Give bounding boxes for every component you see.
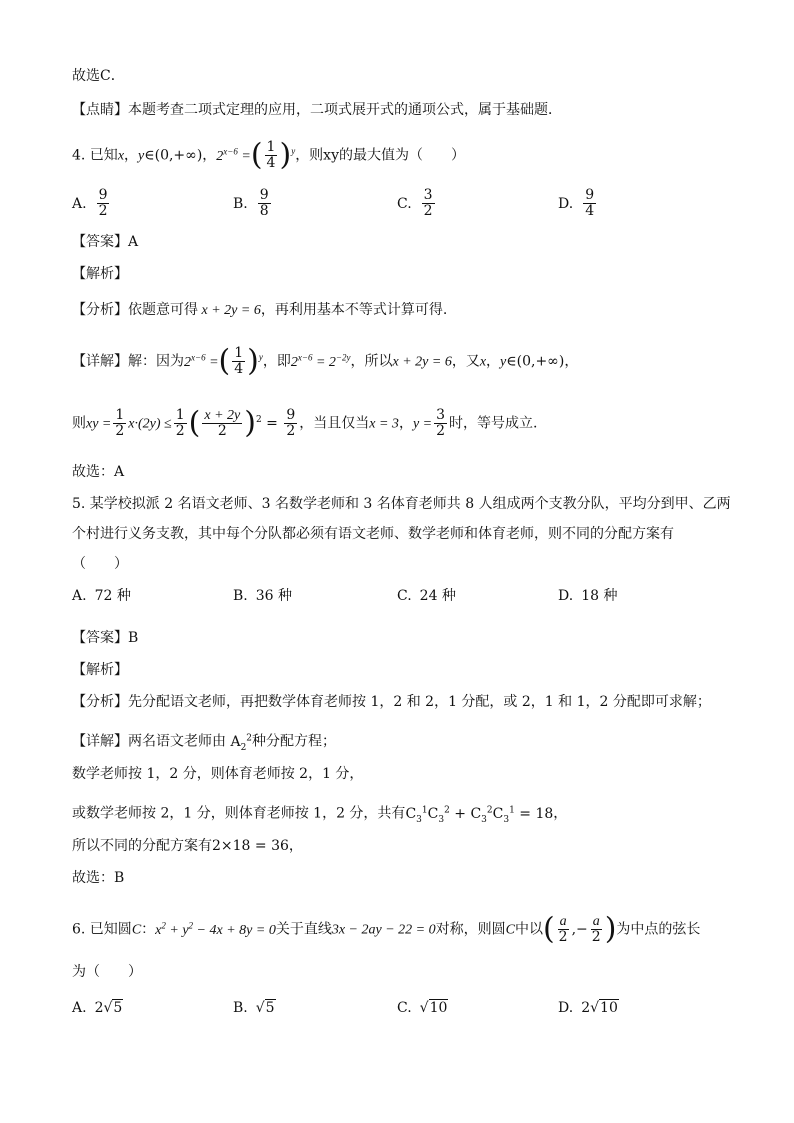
detail-5-line-1: 数学老师按 1，2 分，则体育老师按 2，1 分，: [72, 766, 364, 782]
detail-5: 【详解】两名语文老师由 $A_2^2$种分配方程；: [72, 733, 337, 753]
choice-5: 故选：B: [72, 870, 125, 886]
option-b[interactable]: B. 36 种: [233, 588, 293, 604]
question-5-line-2: 个村进行义务支教，其中每个分队都必须有语文老师、数学老师和体育老师，则不同的分配方案有: [72, 526, 674, 542]
comment-line: 【点睛】本题考查二项式定理的应用，二项式展开式的通项公式，属于基础题．: [72, 102, 562, 118]
option-d[interactable]: D. 18 种: [558, 588, 618, 604]
answer-4: 【答案】A: [72, 234, 139, 250]
conclusion-line: 故选C．: [72, 68, 125, 84]
option-b[interactable]: B. $\frac{9}{8}$: [233, 187, 269, 219]
choice-4: 故选：A: [72, 464, 125, 480]
question-4-stem: 4. 已知x，y∈(0,+∞)，$2^{x-6}$ =( $\frac{1}{4}$ )$^y$，则xy的最大值为（ ）: [72, 137, 465, 173]
option-c[interactable]: C. $\frac{3}{2}$: [397, 187, 433, 219]
analysis-heading-4: 【解析】: [72, 266, 128, 282]
inequality-line: 则xy = $\frac{1}{2}$ x·(2y) ≤ $\frac{1}{2}$ ( $\frac{x + 2y}{2}$ )$^2$ = $\frac{9}{2}$ ，当且仅当x = 3，y = $\frac{3}{2}$ 时，等号成立.: [72, 405, 538, 441]
option-c[interactable]: C. √10: [397, 1000, 448, 1016]
option-c[interactable]: C. 24 种: [397, 588, 456, 604]
answer-5: 【答案】B: [72, 630, 139, 646]
detail-5-line-3: 所以不同的分配方案有2×18 = 36，: [72, 838, 303, 854]
analysis-5: 【分析】先分配语文老师，再把数学体育老师按 1，2 和 2，1 分配，或 2，1 和 1，2 分配即可求解；: [72, 694, 711, 710]
question-6-stem: 6. 已知圆C：$x^2 + y^2 - 4x + 8y = 0$关于直线3x − 2ay − 22 = 0对称，则圆C中以( $\frac{a}{2}$ ,− $\frac{a}{2}$ )为中点的弦长: [72, 911, 701, 947]
question-5-line-3: （ ）: [72, 556, 128, 572]
question-5-line-1: 5. 某学校拟派 2 名语文老师、3 名数学老师和 3 名体育老师共 8 人组成两个支教分队，平均分到甲、乙两: [72, 496, 731, 512]
detail-5-line-2: 或数学老师按 2，1 分，则体育老师按 1，2 分，共有$C_3^1C_3^2 + C_3^2C_3^1 = 18$，: [72, 805, 568, 825]
detail-4: 【详解】解：因为$2^{x-6}$ =( $\frac{1}{4}$ )$^y$，即$2^{x-6} = 2^{-2y}$，所以x + 2y = 6，又x，y∈(0,+∞)，: [72, 343, 579, 379]
analysis-4: 【分析】依题意可得 x + 2y = 6，再利用基本不等式计算可得.: [72, 302, 448, 318]
analysis-heading-5: 【解析】: [72, 662, 128, 678]
option-d[interactable]: D. 2√10: [558, 1000, 618, 1016]
question-6-line-2: 为（ ）: [72, 964, 142, 980]
option-a[interactable]: A. 2√5: [72, 1000, 123, 1016]
option-a[interactable]: A. 72 种: [72, 588, 131, 604]
option-b[interactable]: B. √5: [233, 1000, 275, 1016]
option-a[interactable]: A. $\frac{9}{2}$: [72, 187, 108, 219]
option-d[interactable]: D. $\frac{9}{4}$: [558, 187, 595, 219]
